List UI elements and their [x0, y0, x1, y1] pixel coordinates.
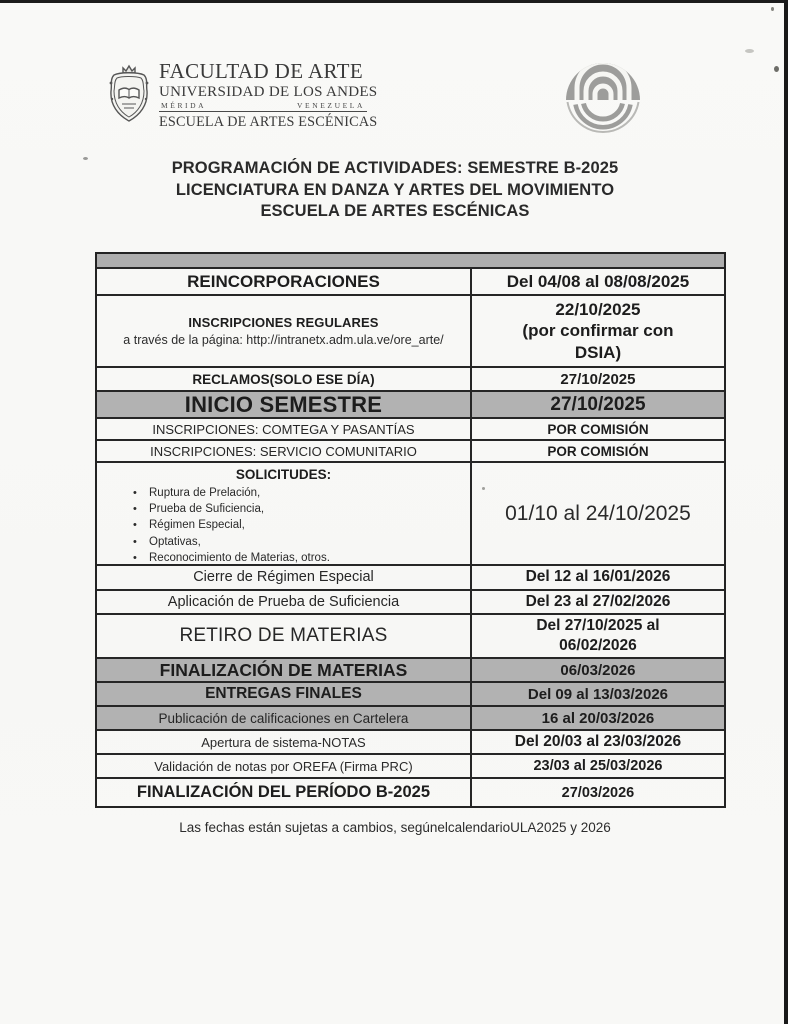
scanner-edge-right [784, 0, 788, 1024]
row-reclamos [97, 368, 724, 392]
footer-note: Las fechas están sujetas a cambios, segúnelcalendarioULA2025 y 2026 [179, 820, 611, 835]
title-line-1: PROGRAMACIÓN DE ACTIVIDADES: SEMESTRE B-2025 [171, 159, 619, 177]
activity-cell: Apertura de sistema-NOTAS [97, 731, 472, 753]
solicitudes-item: • Prueba de Suficiencia, [133, 501, 466, 517]
date-line: 22/10/2025 [555, 299, 641, 319]
date-cell: POR COMISIÓN [547, 421, 649, 437]
document-title [80, 158, 710, 223]
solicitudes-list [101, 485, 466, 566]
date-cell: 27/10/2025 [560, 370, 636, 388]
row-apertura-notas [97, 731, 724, 755]
date-cell: Del 09 al 13/03/2026 [527, 685, 669, 703]
activity-cell: REINCORPORACIONES [97, 269, 472, 294]
row-inscripciones-comtega [97, 419, 724, 441]
row-inicio-semestre [97, 392, 724, 419]
date-line: DSIA) [574, 342, 622, 362]
title-line-3: ESCUELA DE ARTES ESCÉNICAS [260, 202, 530, 220]
row-inscripciones-regulares [97, 296, 724, 368]
activity-cell: Publicación de calificaciones en Cartelera [97, 707, 472, 729]
city-country-line [159, 101, 367, 112]
date-cell: 16 al 20/03/2026 [541, 709, 655, 727]
solicitudes-item: • Régimen Especial, [133, 517, 466, 533]
date-cell: 27/03/2026 [561, 784, 635, 801]
activity-cell: FINALIZACIÓN DE MATERIAS [97, 659, 472, 681]
activity-cell: Validación de notas por OREFA (Firma PRC) [97, 755, 472, 777]
date-line: Del 27/10/2025 al [536, 617, 660, 634]
table-top-bar [97, 254, 724, 269]
activity-cell: ENTREGAS FINALES [97, 683, 472, 705]
row-inscripciones-servicio [97, 441, 724, 463]
solicitudes-item: • Optativas, [133, 534, 466, 550]
date-cell: Del 04/08 al 08/08/2025 [506, 271, 690, 291]
date-cell [472, 615, 724, 657]
schedule-table [95, 252, 726, 808]
activity-cell [97, 463, 472, 564]
activity-cell: Cierre de Régimen Especial [97, 566, 472, 589]
row-finalizacion-materias [97, 659, 724, 683]
row-entregas-finales [97, 683, 724, 707]
row-prueba-suficiencia [97, 591, 724, 616]
scan-speck [745, 49, 754, 53]
activity-cell: RETIRO DE MATERIAS [97, 615, 472, 657]
date-cell: 01/10 al 24/10/2025 [505, 501, 691, 525]
facultad-arte-seal-icon [563, 60, 643, 140]
date-cell: 23/03 al 25/03/2026 [533, 758, 663, 774]
date-line: (por confirmar con [522, 321, 674, 341]
scan-speck [774, 66, 779, 72]
date-cell: 27/10/2025 [550, 393, 646, 415]
date-cell: 06/03/2026 [560, 661, 636, 679]
activity-cell: FINALIZACIÓN DEL PERÍODO B-2025 [97, 779, 472, 806]
date-cell [472, 296, 724, 366]
letterhead-text [159, 59, 378, 131]
scan-speck [771, 7, 774, 11]
row-solicitudes [97, 463, 724, 566]
solicitudes-item: • Ruptura de Prelación, [133, 485, 466, 501]
ula-crest-logo-icon [106, 63, 152, 125]
activity-cell: Aplicación de Prueba de Suficiencia [97, 591, 472, 614]
activity-cell [97, 296, 472, 366]
row-validacion-notas [97, 755, 724, 779]
activity-cell: INICIO SEMESTRE [97, 392, 472, 417]
solicitudes-heading: SOLICITUDES: [235, 467, 332, 482]
scanner-edge-top [0, 0, 788, 3]
letterhead [106, 59, 378, 131]
faculty-name: FACULTAD DE ARTE [159, 59, 364, 83]
university-name: UNIVERSIDAD DE LOS ANDES [159, 84, 378, 100]
row-finalizacion-periodo [97, 779, 724, 806]
activity-cell: INSCRIPCIONES: COMTEGA Y PASANTÍAS [97, 419, 472, 439]
date-cell: Del 12 al 16/01/2026 [525, 568, 671, 586]
school-name: ESCUELA DE ARTES ESCÉNICAS [159, 114, 378, 130]
city-label: MÉRIDA [161, 101, 207, 110]
row-retiro-materias [97, 615, 724, 659]
row-cierre-regimen [97, 566, 724, 591]
date-line: 06/02/2026 [559, 637, 637, 654]
activity-label: INSCRIPCIONES REGULARES [188, 315, 379, 330]
country-label: VENEZUELA [297, 101, 365, 110]
activity-cell: INSCRIPCIONES: SERVICIO COMUNITARIO [97, 441, 472, 461]
activity-cell: RECLAMOS(SOLO ESE DÍA) [97, 368, 472, 390]
date-cell: Del 23 al 27/02/2026 [525, 592, 671, 610]
title-line-2: LICENCIATURA EN DANZA Y ARTES DEL MOVIMIENTO [175, 180, 615, 199]
activity-sub-label: a través de la página: http://intranetx.adm.ula.ve/ore_arte/ [123, 333, 444, 347]
date-cell: POR COMISIÓN [547, 443, 649, 459]
row-reincorporaciones [97, 269, 724, 296]
date-cell: Del 20/03 al 23/03/2026 [514, 733, 682, 750]
row-publicacion-calificaciones [97, 707, 724, 731]
solicitudes-item: • Reconocimiento de Materias, otros. [133, 550, 466, 566]
